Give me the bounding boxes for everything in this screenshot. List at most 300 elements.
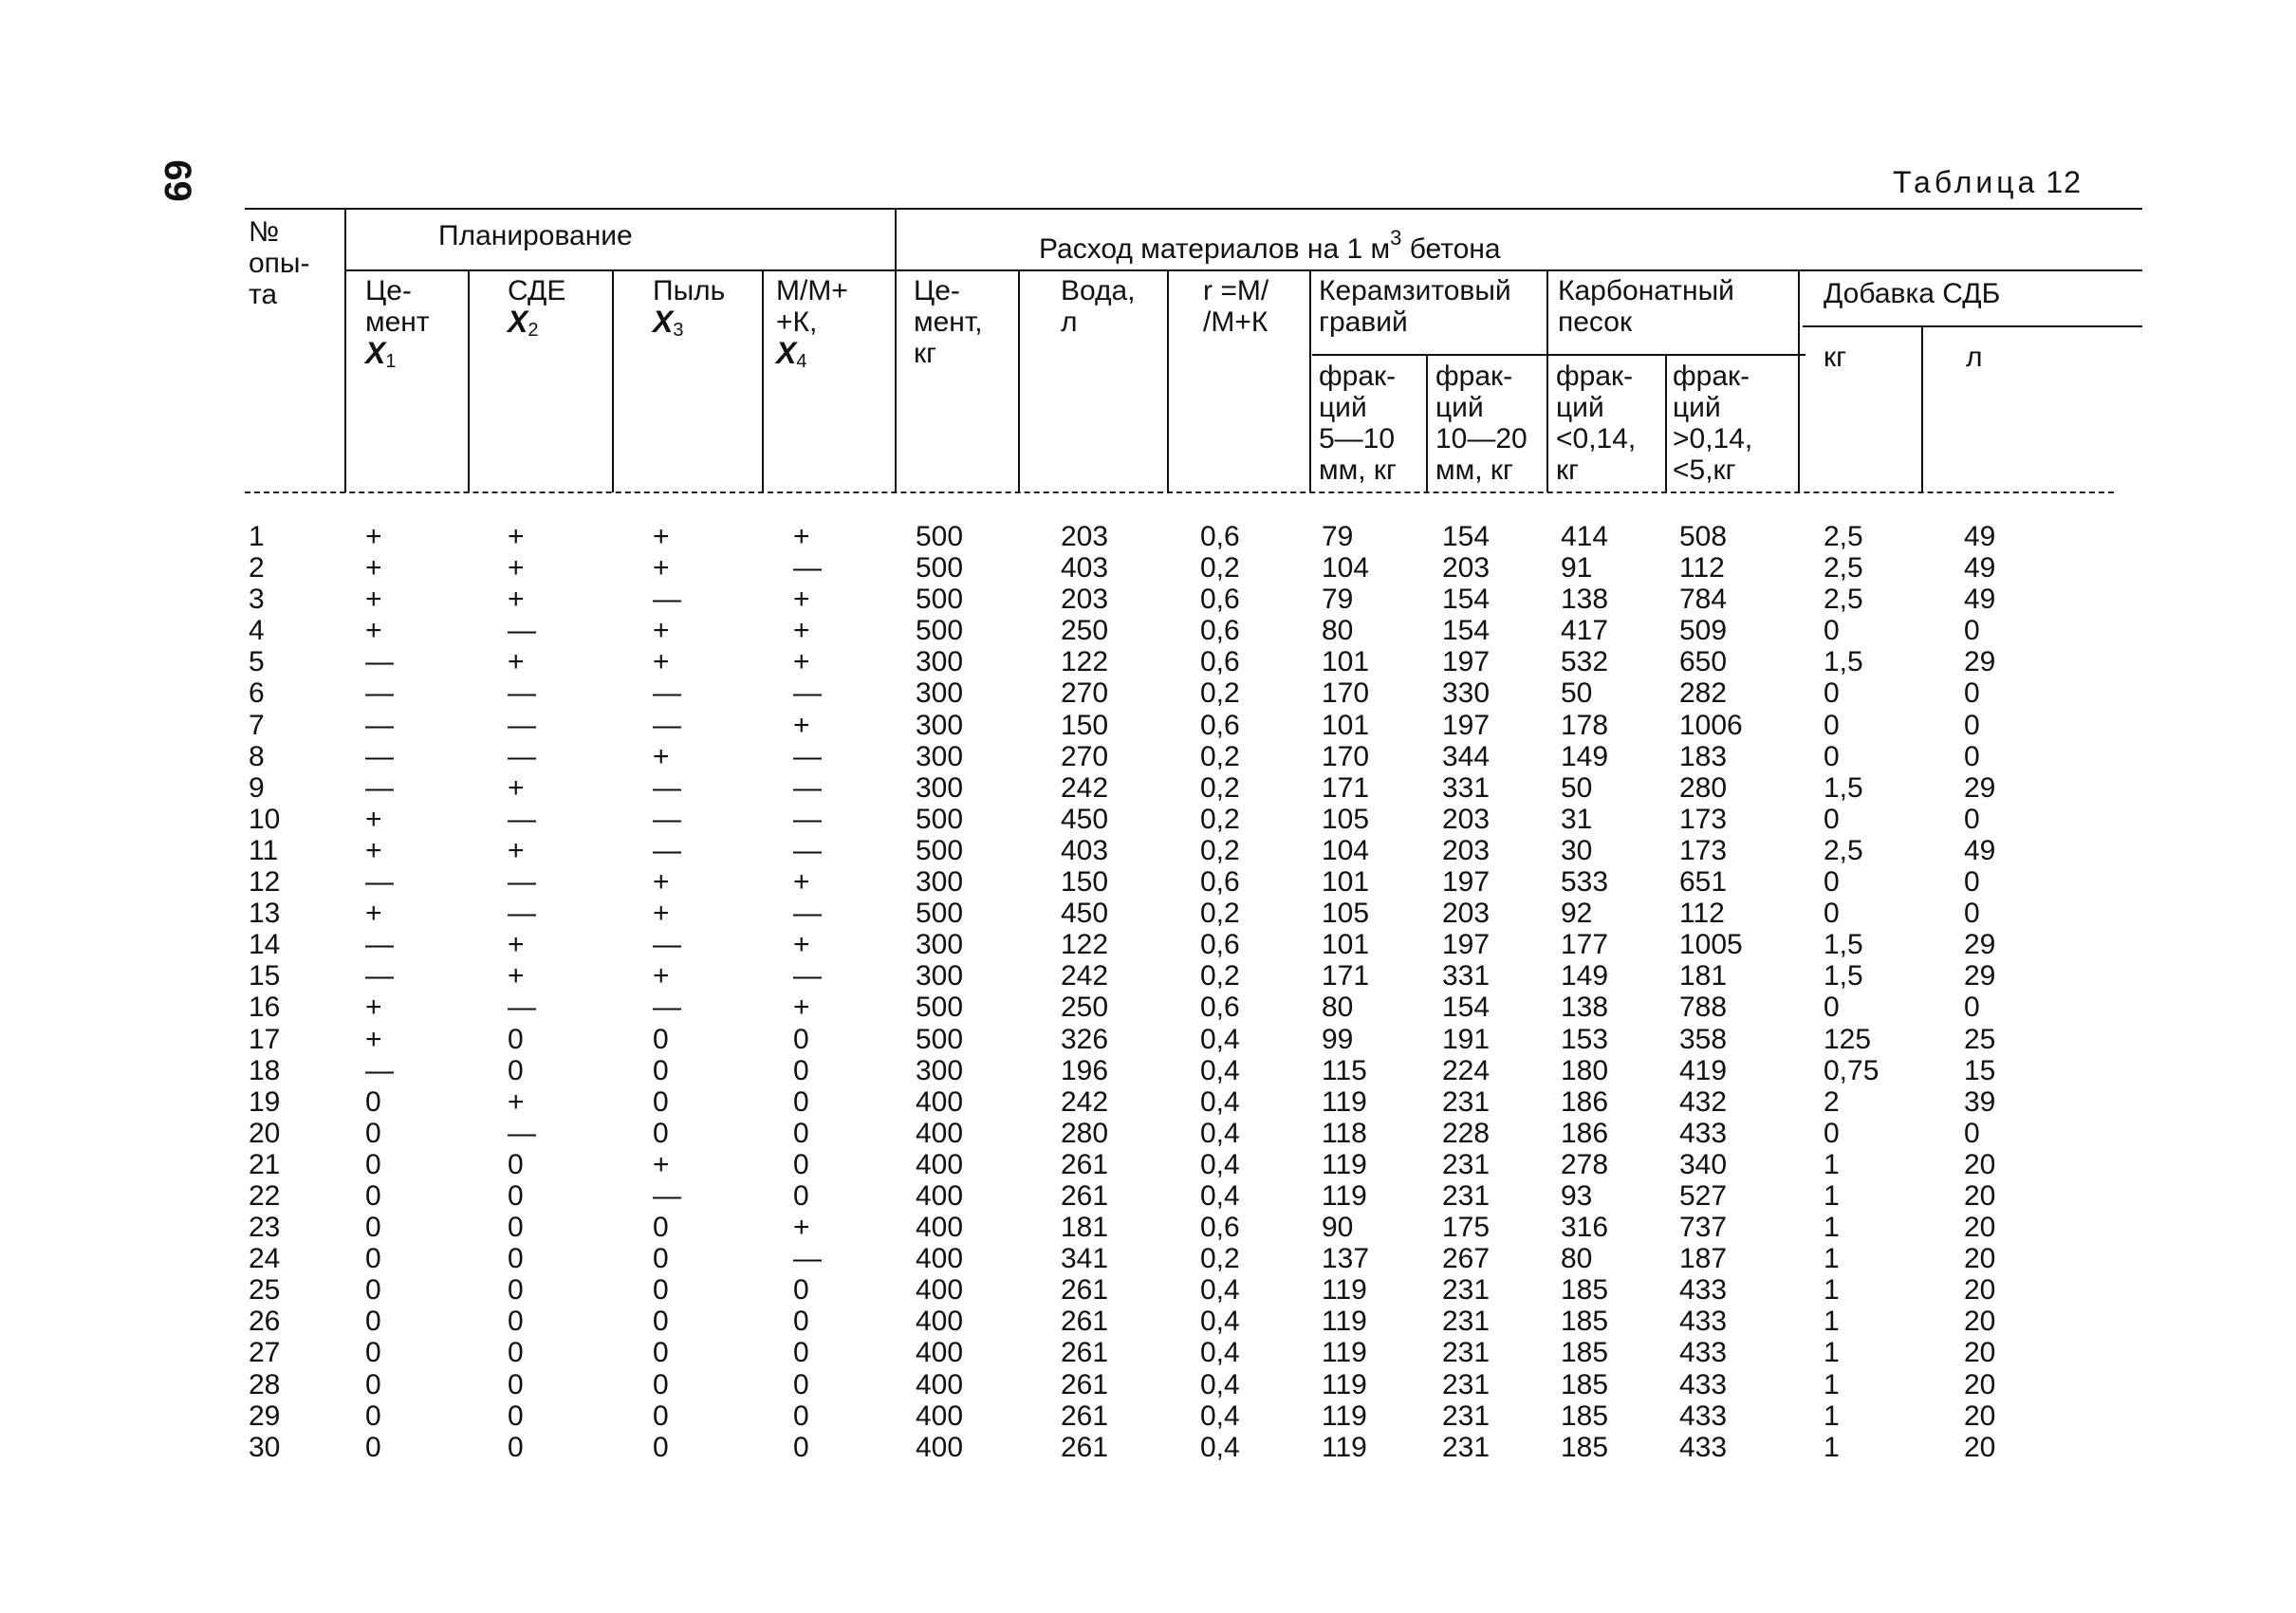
gravel-10-20-value: 203	[1442, 898, 1491, 930]
cement-value: 300	[916, 646, 964, 678]
x1-value: —	[365, 929, 394, 961]
table-row	[0, 1274, 2296, 1306]
header-cement	[914, 275, 983, 369]
sand-coarse-value: 433	[1679, 1337, 1728, 1369]
additive-l-value: 20	[1964, 1306, 1996, 1338]
header-gravel-10-20-line4: мм, кг	[1435, 454, 1513, 486]
header-x4	[776, 275, 848, 378]
table-row	[0, 552, 2296, 584]
x1-value: —	[365, 1054, 394, 1086]
x3-value: 0	[653, 1117, 669, 1149]
cement-value: 500	[916, 992, 964, 1024]
row-number: 9	[249, 771, 265, 804]
vrule-13	[1921, 325, 1923, 492]
additive-l-value: 49	[1964, 584, 1996, 616]
x2-value: 0	[508, 1054, 524, 1086]
water-value: 122	[1061, 929, 1109, 961]
x4-value: 0	[793, 1023, 809, 1055]
x1-value: 0	[365, 1274, 381, 1307]
table-row	[0, 615, 2296, 646]
gravel-5-10-value: 118	[1322, 1117, 1367, 1149]
additive-kg-value: 1	[1824, 1243, 1840, 1275]
ratio-value: 0,6	[1200, 992, 1240, 1024]
cement-value: 300	[916, 740, 964, 772]
table-row	[0, 1432, 2296, 1463]
row-number: 6	[249, 677, 265, 710]
water-value: 261	[1061, 1274, 1109, 1307]
header-gravel-5-10-line4: мм, кг	[1319, 454, 1397, 486]
vrule-9	[1426, 354, 1428, 492]
water-value: 242	[1061, 1085, 1109, 1118]
table-row	[0, 804, 2296, 835]
x2-value: 0	[508, 1400, 524, 1432]
ratio-value: 0,2	[1200, 771, 1240, 804]
x1-value: 0	[365, 1179, 381, 1212]
x4-value: 0	[793, 1431, 809, 1463]
gravel-10-20-value: 231	[1442, 1400, 1491, 1432]
additive-l-value: 0	[1964, 740, 1980, 772]
additive-l-value: 20	[1964, 1212, 1996, 1244]
sand-coarse-value: 280	[1679, 771, 1728, 804]
additive-l-value: 49	[1964, 552, 1996, 584]
water-value: 403	[1061, 552, 1109, 584]
table-row	[0, 1180, 2296, 1212]
water-value: 203	[1061, 521, 1109, 552]
header-additive-kg: кг	[1824, 342, 1847, 373]
x1-value: 0	[365, 1306, 381, 1338]
x1-value: +	[365, 584, 382, 616]
x2-value: +	[508, 834, 525, 866]
header-x3-sub: 3	[673, 320, 684, 341]
x4-value: +	[793, 1212, 810, 1244]
water-value: 270	[1061, 740, 1109, 772]
gravel-5-10-value: 80	[1322, 615, 1354, 647]
row-number: 13	[249, 898, 281, 930]
sand-fine-value: 138	[1561, 992, 1609, 1024]
table-row	[0, 741, 2296, 772]
table-row	[0, 521, 2296, 552]
vrule-2	[468, 269, 470, 492]
ratio-value: 0,2	[1200, 677, 1240, 710]
additive-l-value: 25	[1964, 1023, 1996, 1055]
x2-value: +	[508, 584, 525, 616]
gravel-5-10-value: 171	[1322, 771, 1370, 804]
sand-fine-value: 186	[1561, 1085, 1609, 1118]
x1-value: +	[365, 615, 382, 647]
gravel-5-10-value: 119	[1322, 1148, 1367, 1180]
additive-l-value: 29	[1964, 960, 1996, 992]
cement-value: 500	[916, 584, 964, 616]
table-row	[0, 898, 2296, 929]
x1-value: —	[365, 677, 394, 710]
x3-value: +	[653, 552, 670, 584]
ratio-value: 0,6	[1200, 709, 1240, 741]
row-number: 20	[249, 1117, 281, 1149]
additive-kg-value: 2	[1824, 1085, 1840, 1118]
gravel-10-20-value: 231	[1442, 1306, 1491, 1338]
header-gravel-5-10-line3: 5—10	[1319, 423, 1396, 454]
gravel-10-20-value: 154	[1442, 615, 1491, 647]
row-number: 16	[249, 992, 281, 1024]
gravel-5-10-value: 115	[1322, 1054, 1367, 1086]
additive-l-value: 20	[1964, 1274, 1996, 1307]
sand-fine-value: 91	[1561, 552, 1593, 584]
water-value: 450	[1061, 803, 1109, 835]
x1-value: —	[365, 960, 394, 992]
gravel-10-20-value: 197	[1442, 709, 1491, 741]
sand-fine-value: 278	[1561, 1148, 1609, 1180]
row-number: 10	[249, 803, 281, 835]
additive-kg-value: 1,5	[1824, 960, 1863, 992]
table-row	[0, 584, 2296, 615]
cement-value: 400	[916, 1274, 964, 1307]
header-x4-symbol: X	[776, 336, 797, 370]
rule-fraction-sub	[1312, 354, 1805, 356]
additive-l-value: 20	[1964, 1243, 1996, 1275]
sand-fine-value: 149	[1561, 740, 1609, 772]
header-consumption-sup: 3	[1390, 226, 1402, 250]
x3-value: 0	[653, 1337, 669, 1369]
x2-value: +	[508, 552, 525, 584]
x1-value: 0	[365, 1368, 381, 1400]
x2-value: —	[508, 740, 536, 772]
x2-value: +	[508, 929, 525, 961]
gravel-10-20-value: 154	[1442, 521, 1491, 552]
gravel-5-10-value: 170	[1322, 677, 1370, 710]
x3-value: —	[653, 992, 681, 1024]
header-consumption-text-2: бетона	[1401, 233, 1501, 265]
header-sand-fine-line4: кг	[1556, 454, 1580, 486]
water-value: 196	[1061, 1054, 1109, 1086]
header-gravel-10-20-line1: фрак-	[1435, 361, 1513, 392]
water-value: 122	[1061, 646, 1109, 678]
cement-value: 400	[916, 1368, 964, 1400]
x4-value: 0	[793, 1117, 809, 1149]
sand-fine-value: 138	[1561, 584, 1609, 616]
cement-value: 400	[916, 1085, 964, 1118]
gravel-10-20-value: 197	[1442, 866, 1491, 899]
header-ratio-line1: r =М/	[1203, 275, 1269, 306]
header-gravel-5-10-line2: ций	[1319, 392, 1367, 423]
row-number: 12	[249, 866, 281, 899]
gravel-10-20-value: 175	[1442, 1212, 1491, 1244]
water-value: 261	[1061, 1431, 1109, 1463]
ratio-value: 0,4	[1200, 1400, 1240, 1432]
header-ratio	[1203, 275, 1268, 338]
additive-l-value: 29	[1964, 646, 1996, 678]
x3-value: —	[653, 584, 681, 616]
gravel-5-10-value: 119	[1322, 1179, 1367, 1212]
x4-value: +	[793, 646, 810, 678]
table-body	[0, 521, 2296, 1463]
ratio-value: 0,2	[1200, 803, 1240, 835]
x2-value: 0	[508, 1337, 524, 1369]
water-value: 280	[1061, 1117, 1109, 1149]
table-row	[0, 772, 2296, 804]
row-number: 21	[249, 1148, 281, 1180]
vrule-12	[1798, 269, 1800, 492]
row-number: 17	[249, 1023, 281, 1055]
x2-value: 0	[508, 1148, 524, 1180]
header-sand-line1: Карбонатный	[1558, 275, 1734, 306]
additive-l-value: 15	[1964, 1054, 1996, 1086]
gravel-5-10-value: 119	[1322, 1368, 1367, 1400]
additive-kg-value: 0	[1824, 677, 1840, 710]
sand-coarse-value: 181	[1679, 960, 1728, 992]
x3-value: +	[653, 740, 670, 772]
table-row	[0, 1086, 2296, 1118]
sand-fine-value: 177	[1561, 929, 1609, 961]
x3-value: +	[653, 646, 670, 678]
sand-coarse-value: 432	[1679, 1085, 1728, 1118]
x1-value: —	[365, 771, 394, 804]
x2-value: 0	[508, 1431, 524, 1463]
x3-value: +	[653, 866, 670, 899]
sand-coarse-value: 433	[1679, 1400, 1728, 1432]
x2-value: —	[508, 677, 536, 710]
header-x2-symbol: X	[508, 305, 528, 339]
header-sand-coarse-line1: фрак-	[1673, 361, 1750, 392]
cement-value: 300	[916, 929, 964, 961]
additive-l-value: 20	[1964, 1337, 1996, 1369]
ratio-value: 0,4	[1200, 1337, 1240, 1369]
header-x2	[508, 275, 565, 346]
additive-kg-value: 1	[1824, 1179, 1840, 1212]
table-row	[0, 1243, 2296, 1274]
header-sand-fine-line3: <0,14,	[1556, 423, 1637, 454]
ratio-value: 0,2	[1200, 740, 1240, 772]
rule-header-level-2	[344, 269, 2142, 271]
row-number: 18	[249, 1054, 281, 1086]
gravel-5-10-value: 90	[1322, 1212, 1354, 1244]
page-number: 69	[156, 159, 198, 202]
cement-value: 300	[916, 1054, 964, 1086]
x3-value: +	[653, 898, 670, 930]
x4-value: 0	[793, 1148, 809, 1180]
x4-value: 0	[793, 1337, 809, 1369]
sand-coarse-value: 340	[1679, 1148, 1728, 1180]
gravel-10-20-value: 231	[1442, 1179, 1491, 1212]
vrule-11	[1665, 354, 1667, 492]
header-x3-symbol: X	[653, 305, 674, 339]
sand-fine-value: 185	[1561, 1368, 1609, 1400]
x3-value: +	[653, 521, 670, 552]
header-gravel-10-20	[1435, 361, 1528, 486]
sand-fine-value: 185	[1561, 1400, 1609, 1432]
additive-kg-value: 0	[1824, 992, 1840, 1024]
sand-fine-value: 185	[1561, 1306, 1609, 1338]
ratio-value: 0,4	[1200, 1023, 1240, 1055]
water-value: 261	[1061, 1368, 1109, 1400]
additive-l-value: 29	[1964, 929, 1996, 961]
vrule-5	[895, 208, 897, 492]
header-gravel-10-20-line3: 10—20	[1435, 423, 1528, 454]
gravel-5-10-value: 79	[1322, 584, 1354, 616]
x3-value: —	[653, 771, 681, 804]
header-cement-line3: кг	[914, 338, 937, 369]
header-cement-line1: Це-	[914, 275, 960, 306]
ratio-value: 0,4	[1200, 1117, 1240, 1149]
additive-kg-value: 1	[1824, 1212, 1840, 1244]
water-value: 203	[1061, 584, 1109, 616]
row-number: 28	[249, 1368, 281, 1400]
header-sand-fine-line2: ций	[1556, 392, 1604, 423]
sand-fine-value: 180	[1561, 1054, 1609, 1086]
sand-fine-value: 414	[1561, 521, 1609, 552]
sand-coarse-value: 183	[1679, 740, 1728, 772]
x3-value: 0	[653, 1023, 669, 1055]
x3-value: —	[653, 929, 681, 961]
header-sand-coarse-line2: ций	[1673, 392, 1721, 423]
x3-value: 0	[653, 1085, 669, 1118]
row-number: 1	[249, 521, 265, 552]
additive-kg-value: 0	[1824, 740, 1840, 772]
cement-value: 500	[916, 552, 964, 584]
sand-coarse-value: 650	[1679, 646, 1728, 678]
water-value: 181	[1061, 1212, 1109, 1244]
additive-kg-value: 2,5	[1824, 521, 1863, 552]
additive-kg-value: 1,5	[1824, 929, 1863, 961]
header-planning: Планирование	[438, 220, 633, 251]
x1-value: +	[365, 521, 382, 552]
cement-value: 400	[916, 1337, 964, 1369]
x1-value: —	[365, 646, 394, 678]
sand-coarse-value: 788	[1679, 992, 1728, 1024]
sand-fine-value: 417	[1561, 615, 1609, 647]
additive-kg-value: 0	[1824, 898, 1840, 930]
cement-value: 500	[916, 1023, 964, 1055]
gravel-5-10-value: 99	[1322, 1023, 1354, 1055]
header-no-mid: опы-	[249, 248, 310, 279]
gravel-10-20-value: 203	[1442, 803, 1491, 835]
x2-value: 0	[508, 1212, 524, 1244]
x1-value: +	[365, 992, 382, 1024]
additive-kg-value: 0,75	[1824, 1054, 1879, 1086]
gravel-10-20-value: 197	[1442, 929, 1491, 961]
header-x3	[653, 275, 725, 346]
additive-kg-value: 2,5	[1824, 834, 1863, 866]
x4-value: —	[793, 1243, 822, 1275]
x1-value: +	[365, 552, 382, 584]
x3-value: +	[653, 615, 670, 647]
row-number: 14	[249, 929, 281, 961]
header-x2-line1: СДЕ	[508, 275, 566, 306]
gravel-5-10-value: 79	[1322, 521, 1354, 552]
table-row	[0, 1118, 2296, 1149]
additive-l-value: 0	[1964, 803, 1980, 835]
sand-coarse-value: 112	[1679, 552, 1725, 584]
additive-kg-value: 1	[1824, 1431, 1840, 1463]
gravel-10-20-value: 331	[1442, 771, 1491, 804]
x1-value: +	[365, 803, 382, 835]
header-sand-fine-line1: фрак-	[1556, 361, 1634, 392]
x3-value: 0	[653, 1054, 669, 1086]
vrule-10	[1546, 269, 1548, 492]
x4-value: +	[793, 615, 810, 647]
sand-coarse-value: 737	[1679, 1212, 1728, 1244]
x2-value: 0	[508, 1179, 524, 1212]
header-gravel	[1319, 275, 1511, 338]
sand-fine-value: 31	[1561, 803, 1593, 835]
water-value: 450	[1061, 898, 1109, 930]
rule-header-bottom	[245, 491, 2114, 493]
cement-value: 400	[916, 1400, 964, 1432]
sand-coarse-value: 508	[1679, 521, 1728, 552]
water-value: 326	[1061, 1023, 1109, 1055]
x1-value: 0	[365, 1243, 381, 1275]
additive-kg-value: 1	[1824, 1400, 1840, 1432]
additive-l-value: 0	[1964, 677, 1980, 710]
sand-fine-value: 186	[1561, 1117, 1609, 1149]
x2-value: —	[508, 803, 536, 835]
additive-kg-value: 0	[1824, 1117, 1840, 1149]
vrule-3	[612, 269, 614, 492]
header-cement-line2: мент,	[914, 306, 983, 338]
sand-fine-value: 50	[1561, 677, 1593, 710]
x2-value: +	[508, 771, 525, 804]
caption-word: Таблица	[1892, 165, 2039, 199]
gravel-5-10-value: 104	[1322, 552, 1370, 584]
header-x1-sub: 1	[385, 351, 397, 372]
ratio-value: 0,4	[1200, 1306, 1240, 1338]
cement-value: 400	[916, 1431, 964, 1463]
ratio-value: 0,4	[1200, 1368, 1240, 1400]
additive-kg-value: 1,5	[1824, 646, 1863, 678]
header-x2-sub: 2	[528, 320, 539, 341]
ratio-value: 0,4	[1200, 1179, 1240, 1212]
row-number: 29	[249, 1400, 281, 1432]
gravel-5-10-value: 101	[1322, 646, 1370, 678]
gravel-10-20-value: 203	[1442, 552, 1491, 584]
gravel-5-10-value: 119	[1322, 1306, 1367, 1338]
x1-value: +	[365, 1023, 382, 1055]
table-row	[0, 1337, 2296, 1368]
additive-l-value: 20	[1964, 1431, 1996, 1463]
additive-l-value: 39	[1964, 1085, 1996, 1118]
x2-value: 0	[508, 1023, 524, 1055]
header-gravel-5-10	[1319, 361, 1397, 486]
sand-coarse-value: 433	[1679, 1368, 1728, 1400]
x2-value: 0	[508, 1368, 524, 1400]
sand-fine-value: 92	[1561, 898, 1593, 930]
gravel-10-20-value: 154	[1442, 584, 1491, 616]
sand-coarse-value: 187	[1679, 1243, 1728, 1275]
table-row	[0, 1212, 2296, 1243]
gravel-5-10-value: 170	[1322, 740, 1370, 772]
gravel-10-20-value: 331	[1442, 960, 1491, 992]
cement-value: 300	[916, 709, 964, 741]
gravel-10-20-value: 154	[1442, 992, 1491, 1024]
sand-fine-value: 185	[1561, 1431, 1609, 1463]
header-sand-fine	[1556, 361, 1636, 486]
table-row	[0, 1306, 2296, 1337]
gravel-5-10-value: 101	[1322, 866, 1370, 899]
row-number: 22	[249, 1179, 281, 1212]
gravel-10-20-value: 231	[1442, 1148, 1491, 1180]
x1-value: +	[365, 834, 382, 866]
additive-l-value: 0	[1964, 898, 1980, 930]
header-water-line2: л	[1061, 306, 1078, 338]
additive-kg-value: 2,5	[1824, 584, 1863, 616]
gravel-5-10-value: 119	[1322, 1337, 1367, 1369]
additive-kg-value: 1,5	[1824, 771, 1863, 804]
gravel-10-20-value: 344	[1442, 740, 1491, 772]
table-row	[0, 646, 2296, 677]
additive-kg-value: 0	[1824, 709, 1840, 741]
cement-value: 500	[916, 834, 964, 866]
x1-value: 0	[365, 1431, 381, 1463]
table-row	[0, 960, 2296, 992]
